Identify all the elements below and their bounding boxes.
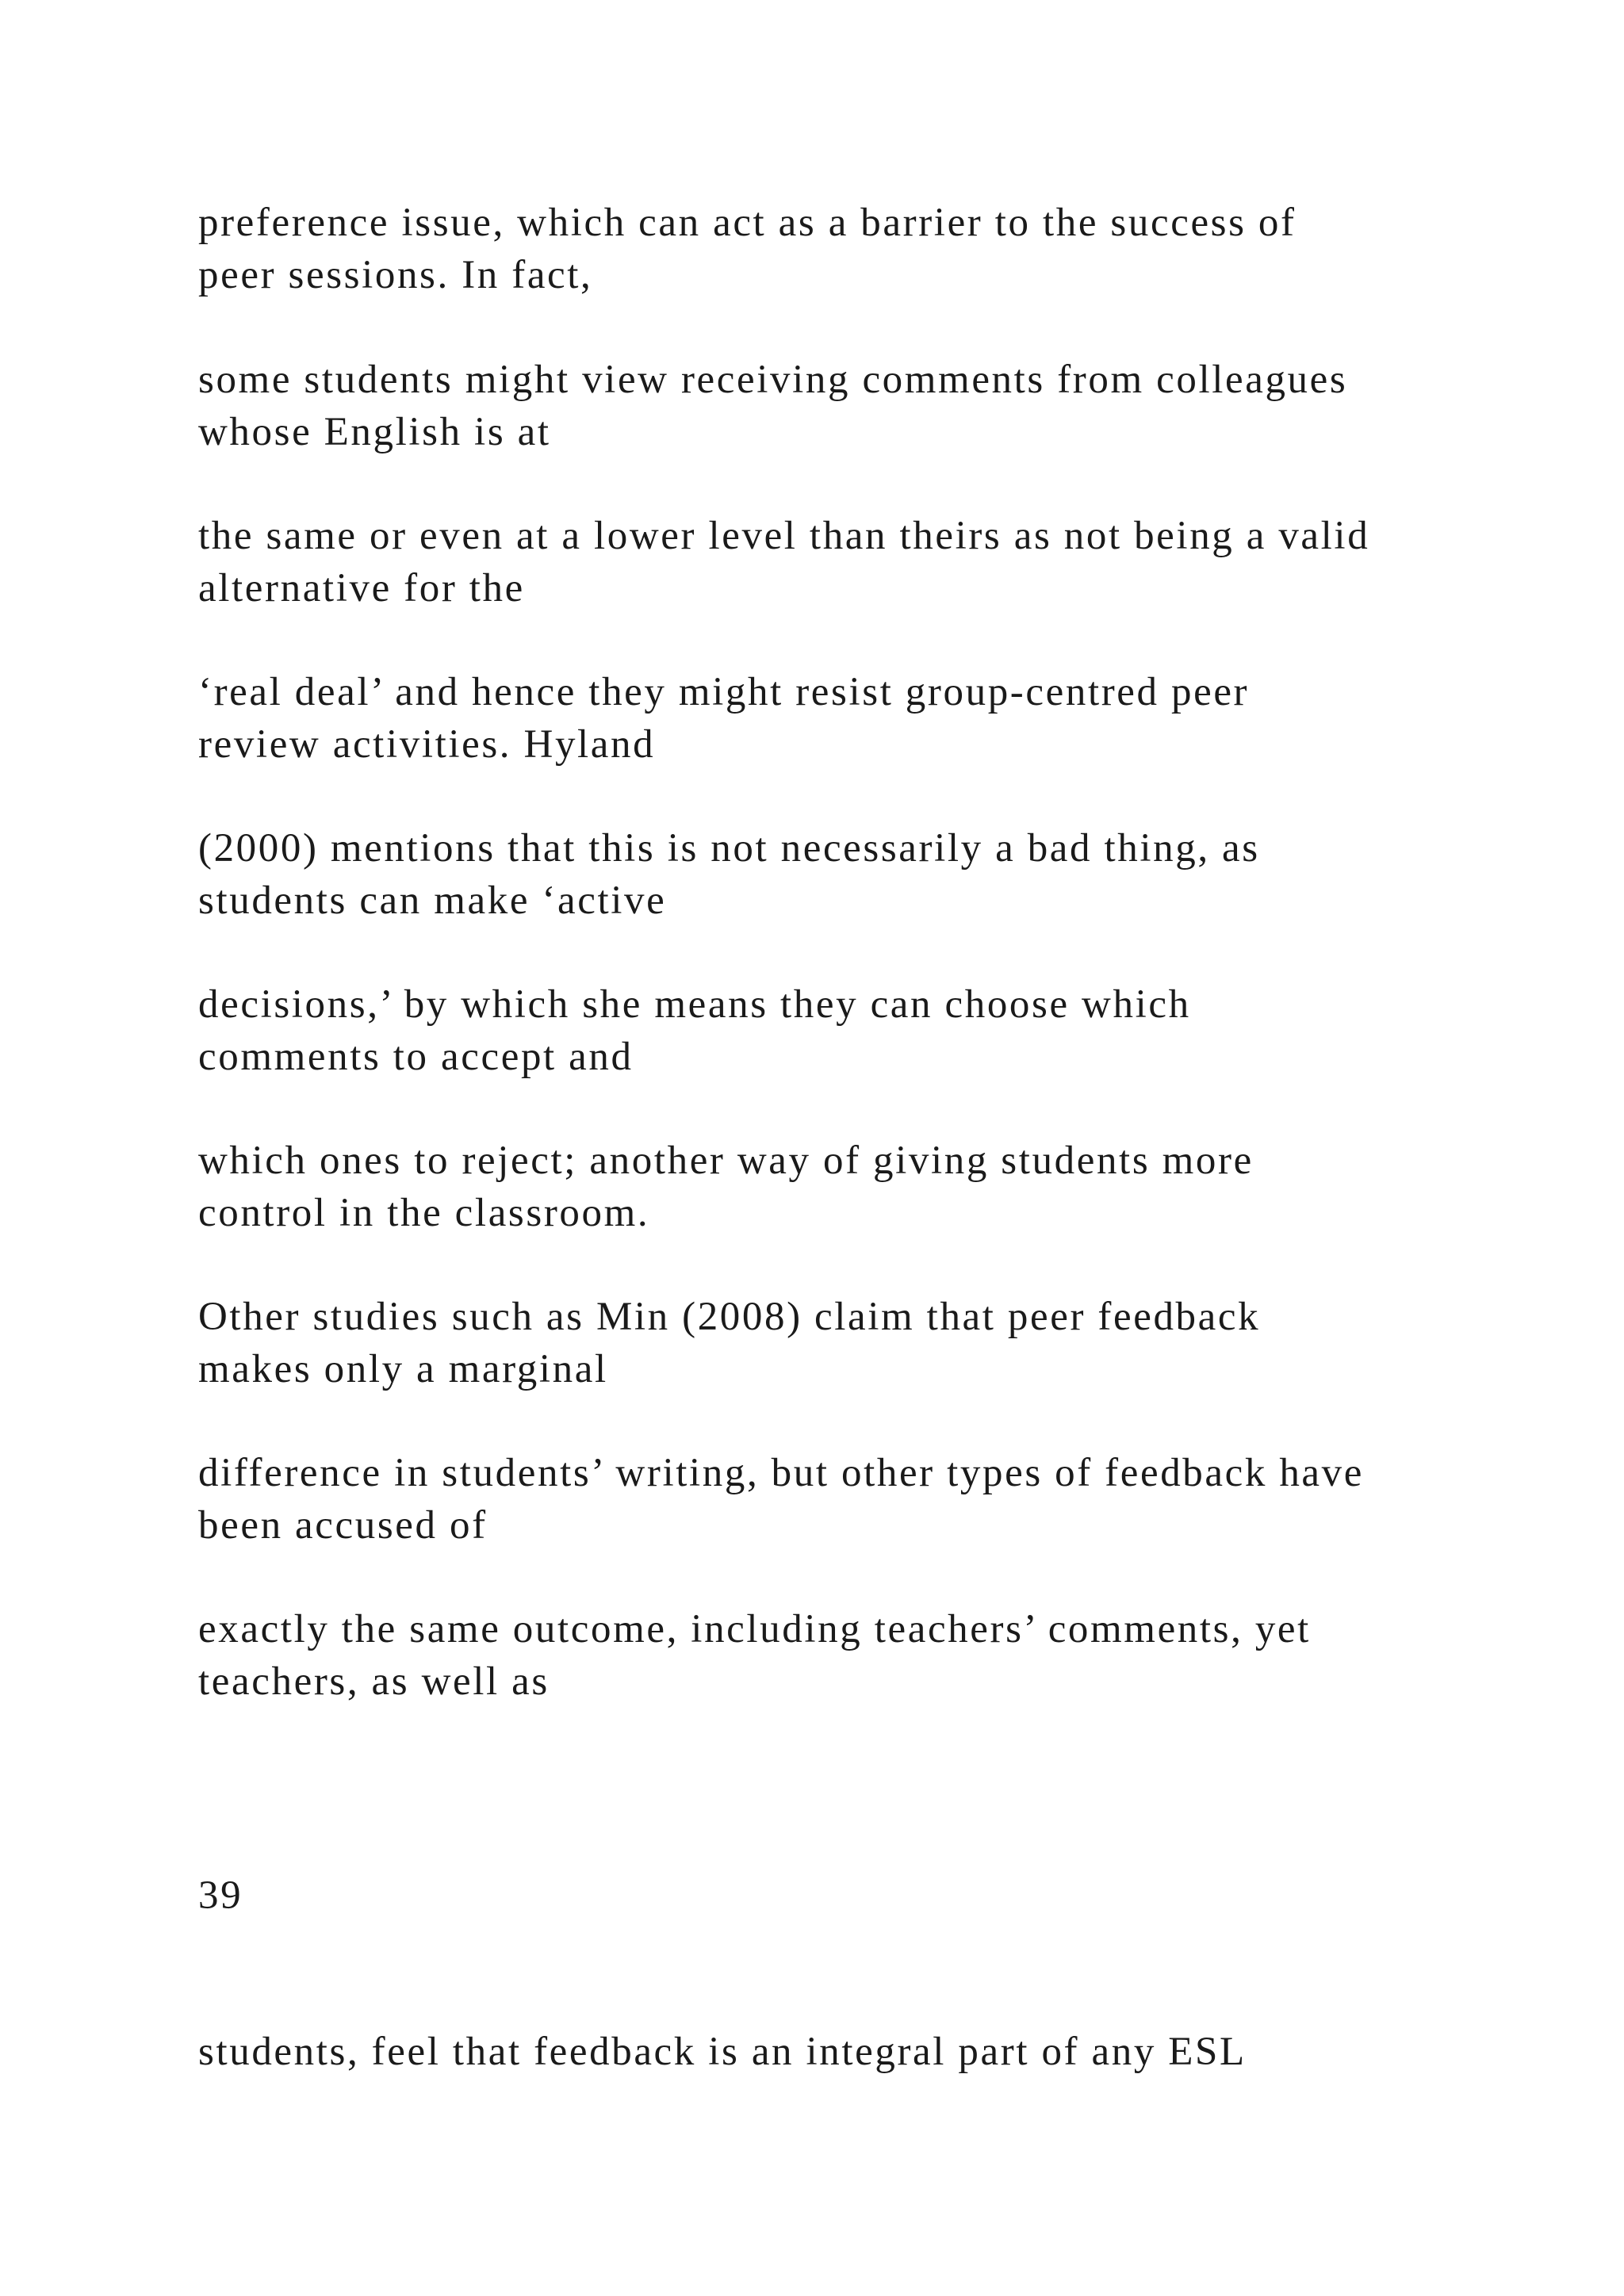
paragraph — [198, 510, 1546, 614]
text-line: been accused of — [198, 1503, 488, 1548]
text-line: makes only a marginal — [198, 1347, 608, 1391]
text-line: whose English is at — [198, 410, 551, 454]
text-line: which ones to reject; another way of giving students more — [198, 1138, 1254, 1183]
text-line: students, feel that feedback is an integral part of any ESL — [198, 2030, 1247, 2074]
text-line: control in the classroom. — [198, 1191, 650, 1235]
paragraph — [198, 1603, 1546, 1708]
text-line: teachers, as well as — [198, 1659, 550, 1704]
text-line: some students might view receiving comments from colleagues — [198, 358, 1348, 402]
paragraph — [198, 1447, 1546, 1552]
text-line: decisions,’ by which she means they can choose which — [198, 982, 1191, 1027]
page-number: 39 — [198, 1873, 243, 1918]
paragraph — [198, 978, 1546, 1083]
paragraph — [198, 822, 1546, 927]
paragraph — [198, 354, 1546, 458]
text-line: Other studies such as Min (2008) claim that peer feedback — [198, 1295, 1261, 1339]
text-line: preference issue, which can act as a barrier to the success of — [198, 201, 1297, 245]
text-line: review activities. Hyland — [198, 722, 656, 767]
text-line: peer sessions. In fact, — [198, 253, 593, 297]
paragraph — [198, 2026, 1546, 2078]
text-line: difference in students’ writing, but other types of feedback have — [198, 1451, 1364, 1495]
text-line: (2000) mentions that this is not necessarily a bad thing, as — [198, 826, 1260, 871]
text-line: exactly the same outcome, including teachers’ comments, yet — [198, 1607, 1311, 1651]
paragraph — [198, 666, 1546, 771]
text-line: comments to accept and — [198, 1035, 634, 1079]
text-line: students can make ‘active — [198, 878, 667, 923]
text-line: ‘real deal’ and hence they might resist group-centred peer — [198, 670, 1250, 714]
paragraph — [198, 197, 1546, 301]
paragraph — [198, 1291, 1546, 1395]
paragraph — [198, 1135, 1546, 1239]
text-line: alternative for the — [198, 566, 525, 610]
text-line: the same or even at a lower level than theirs as not being a valid — [198, 514, 1370, 558]
